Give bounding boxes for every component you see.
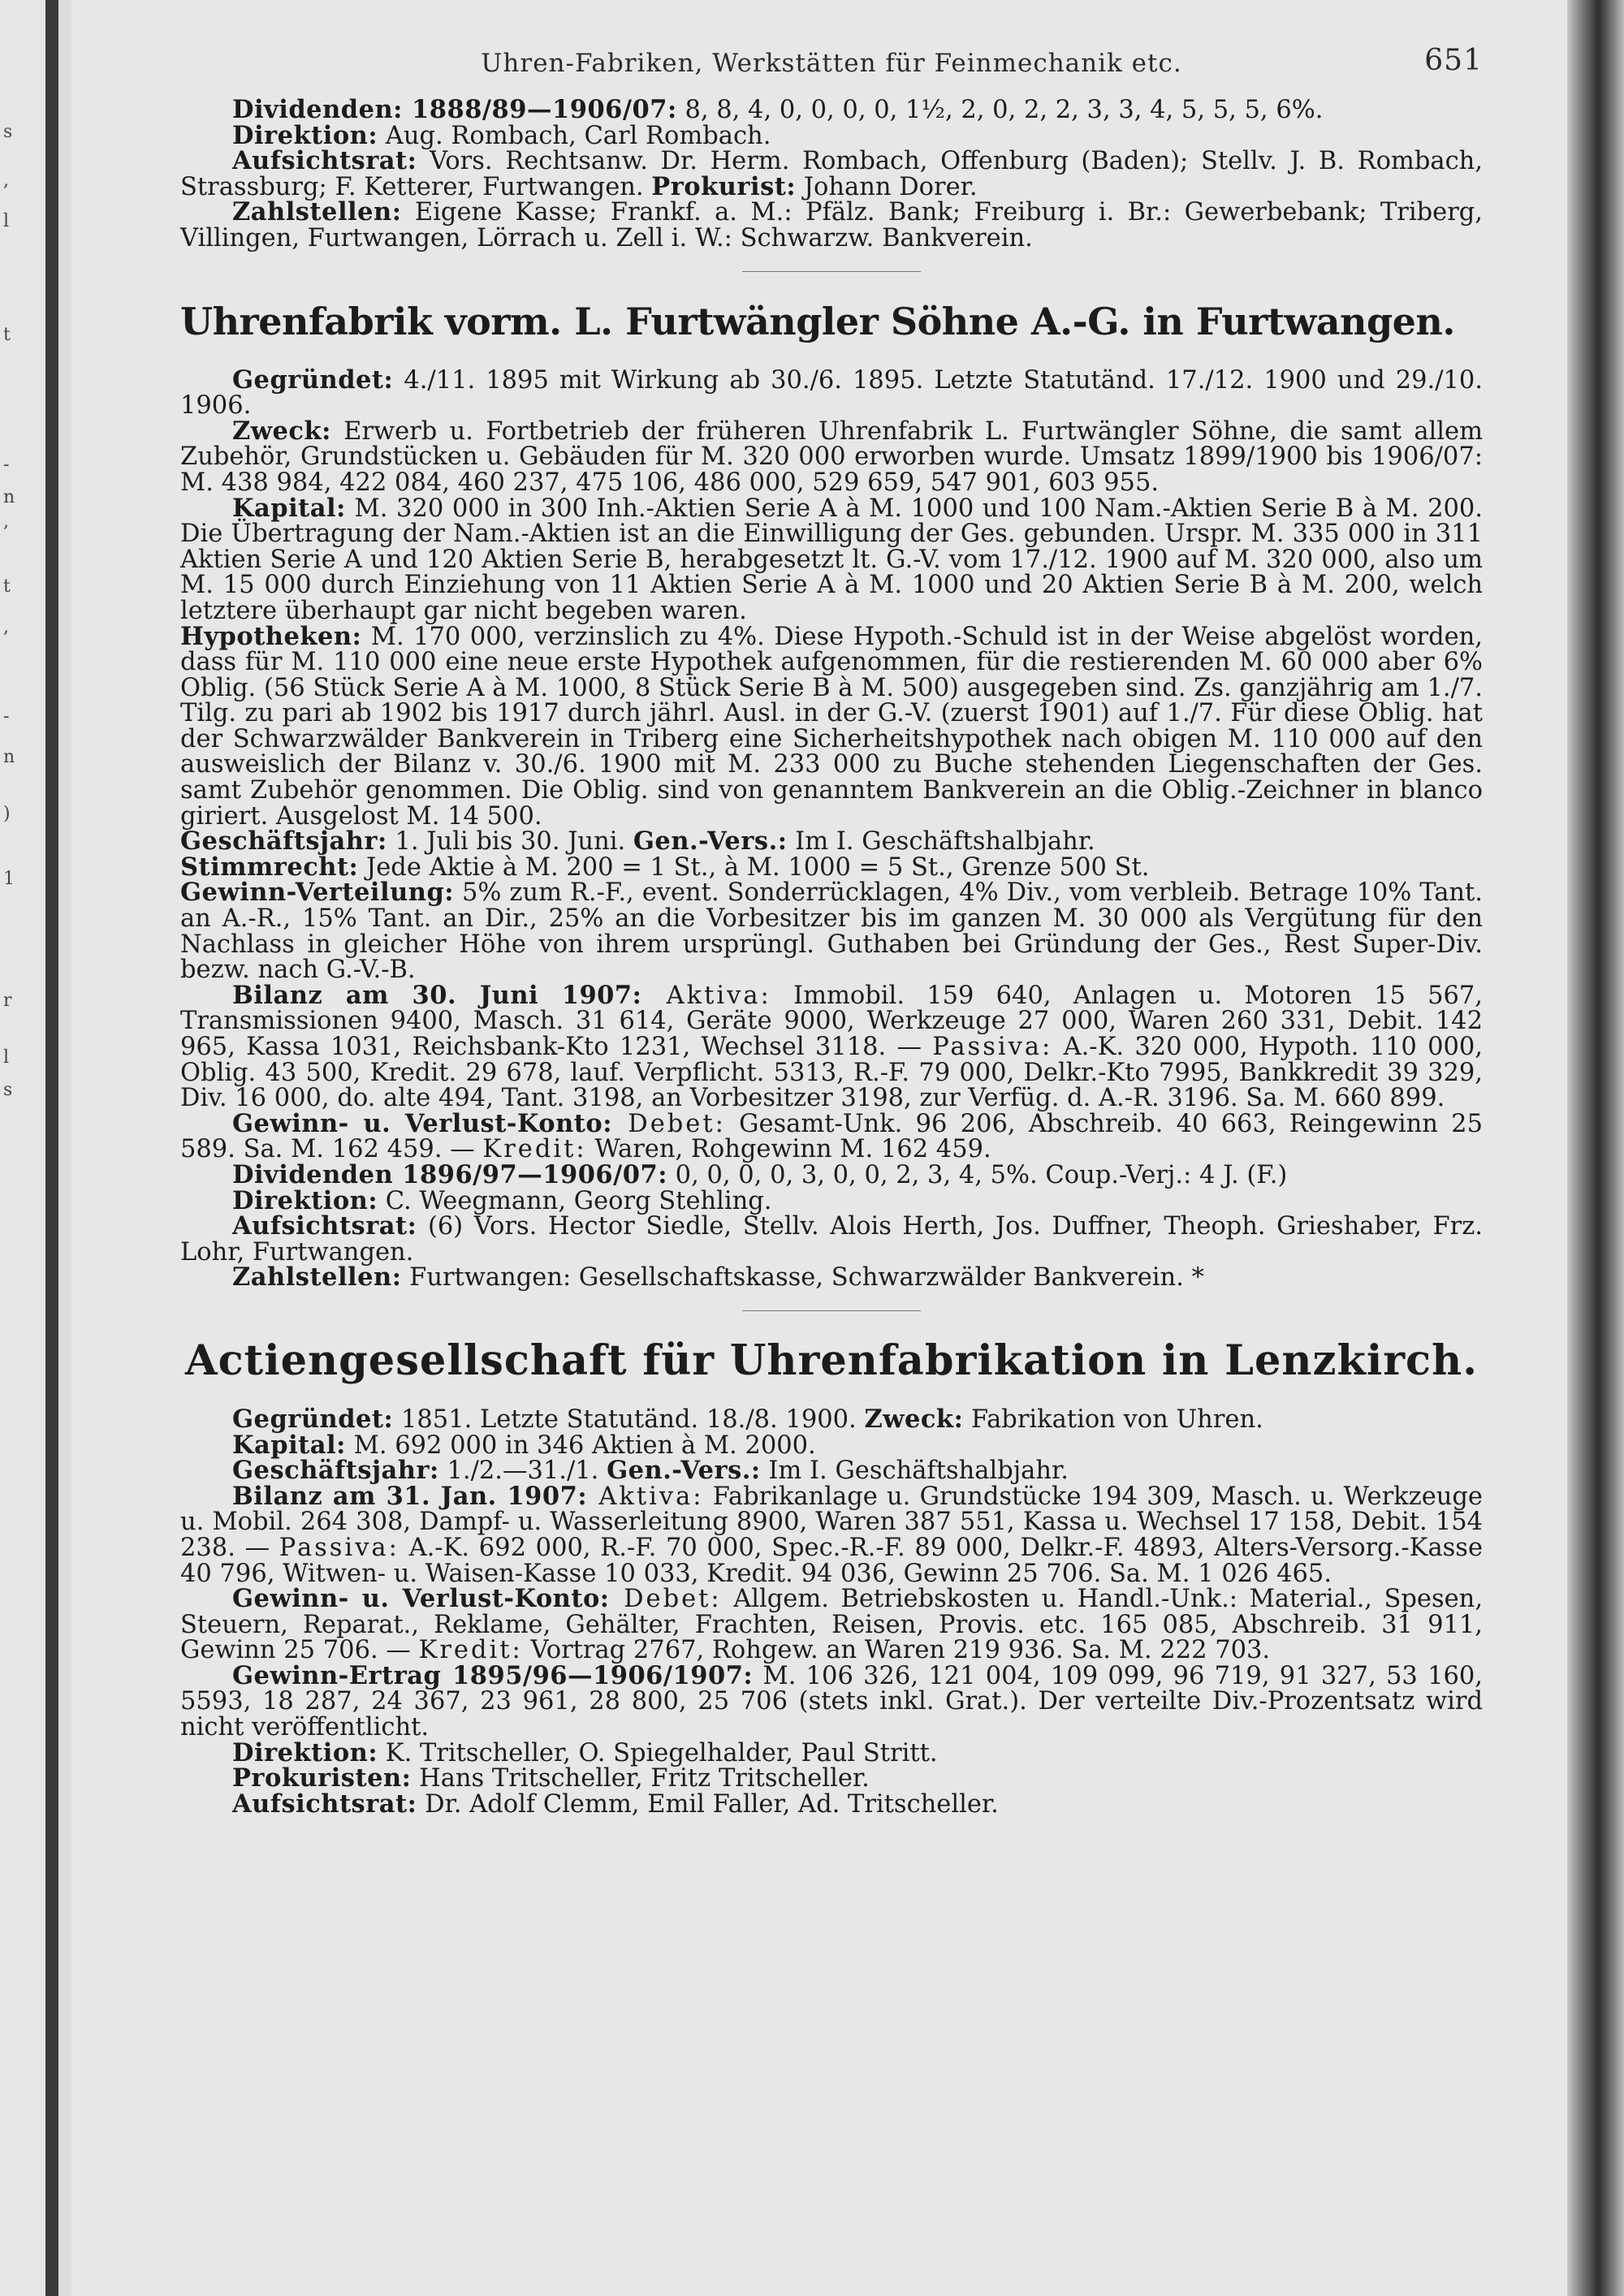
- margin-fragment: 1: [3, 869, 15, 889]
- field-sublabel: Passiva:: [279, 1533, 400, 1562]
- field-text: Fabrikation von Uhren.: [963, 1405, 1263, 1434]
- field-text: M. 320 000 in 300 Inh.-Aktien Serie A à M. 1000 und 100 Nam.-Aktien Serie B à M. 200. Die Übertragung der Nam.-Aktien ist an die Einwilligung der Ges. gebunden. Urspr. M. 335 000 in 311 Aktien Serie A und 120 Aktien Serie B, herabgesetzt lt. G.-V. vom 17./12. 1900 auf M. 320 000, also um M. 15 000 durch Einziehung von 11 Aktien Serie A à M. 1000 und 20 Aktien Serie B à M. 200, welch letztere überhaupt gar nicht begeben waren.: [180, 494, 1483, 625]
- field-text: Allgem. Betriebskosten u. Handl.-Unk.: Material., Spesen, Steuern, Reparat., Reklame, Gehälter, Frachten, Reisen, Provis. etc. 165 085, Abschreib. 31 911, Gewinn 25 706. —: [180, 1585, 1484, 1665]
- entry-aufsichtsrat: [180, 1789, 1483, 1819]
- field-text: Im I. Geschäftshalbjahr.: [787, 827, 1095, 857]
- field-label: Dividenden 1896/97—1906/07:: [232, 1159, 667, 1189]
- entry-gewinn-verteilung: [180, 878, 1483, 985]
- running-head: [180, 44, 1483, 97]
- entry-gegruendet: [180, 365, 1483, 421]
- entry-direktion: [180, 1737, 1483, 1767]
- field-label: Aufsichtsrat:: [232, 1211, 417, 1241]
- field-text: Waren, Rohgewinn M. 162 459.: [586, 1135, 991, 1164]
- margin-fragment: s: [3, 122, 13, 142]
- field-label: Prokuristen:: [232, 1763, 412, 1793]
- field-label: Direktion:: [232, 120, 378, 150]
- entry-direktion: [180, 1185, 1483, 1215]
- field-text: Im I. Geschäftshalbjahr.: [760, 1457, 1069, 1486]
- field-label: Geschäftsjahr:: [232, 1456, 439, 1486]
- field-text: Hans Tritscheller, Fritz Tritscheller.: [411, 1764, 870, 1793]
- entry-bilanz: [180, 980, 1484, 1113]
- field-text: Jede Aktie à M. 200 = 1 St., à M. 1000 = 5 St., Grenze 500 St.: [358, 852, 1150, 882]
- book-binding-shadow: [1567, 0, 1624, 2296]
- field-text: 1./2.—31./1.: [438, 1457, 607, 1486]
- margin-fragment: ,: [3, 511, 9, 532]
- margin-fragment: l: [3, 211, 10, 231]
- field-text: M. 692 000 in 346 Aktien à M. 2000.: [345, 1431, 816, 1460]
- page-content: [180, 44, 1484, 1819]
- entry-dividenden: [180, 1159, 1483, 1189]
- field-label: Stimmrecht:: [180, 852, 359, 882]
- company-title: Uhrenfabrik vorm. L. Furtwängler Söhne A.-G. in Furtwangen.: [180, 299, 1455, 343]
- field-label: Gen.-Vers.:: [607, 1456, 761, 1486]
- field-label: Direktion:: [232, 1737, 378, 1767]
- margin-fragment: s: [3, 1080, 13, 1100]
- section-divider: [742, 271, 921, 272]
- field-text: 5% zum R.-F., event. Sonderrücklagen, 4% Div., vom verbleib. Betrage 10% Tant. an A.-R., 15% Tant. an Dir., 25% an die Vorbesitzer bis im ganzen M. 30 000 als Vergütung für den Nachlass in gleicher Höhe von ihrem ursprüngl. Guthaben bei Gründung der Ges., Rest Super-Div. bezw. nach G.-V.-B.: [180, 878, 1483, 985]
- entry-geschaeftsjahr: [180, 1458, 1483, 1484]
- field-text: Vors. Rechtsanw. Dr. Herm. Rombach, Offenburg (Baden); Stellv. J. B. Rombach, Strassburg; F. Ketterer, Furtwangen.: [180, 147, 1483, 201]
- entry-gewinn-verlust: [180, 1108, 1483, 1164]
- margin-fragment: t: [3, 576, 11, 597]
- entry-bilanz: [180, 1481, 1483, 1588]
- field-label: Hypotheken:: [180, 621, 362, 651]
- entry-hypotheken: [180, 621, 1483, 831]
- field-label: Gegründet:: [232, 365, 394, 395]
- field-label: Gewinn- u. Verlust-Konto:: [232, 1108, 612, 1138]
- field-text: 8, 8, 4, 0, 0, 0, 0, 1½, 2, 0, 2, 2, 3, 3, 4, 5, 5, 5, 6%.: [676, 96, 1324, 124]
- field-label: Zweck:: [864, 1404, 964, 1434]
- field-text: Furtwangen: Gesellschaftskasse, Schwarzwälder Bankverein. *: [401, 1263, 1204, 1293]
- company-entry-continued: [180, 97, 1483, 252]
- section-divider: [742, 1310, 921, 1311]
- book-page: [71, 0, 1567, 2296]
- field-text: Dr. Adolf Clemm, Emil Faller, Ad. Tritscheller.: [417, 1789, 999, 1819]
- margin-fragment: t: [3, 325, 11, 345]
- entry-gegruendet: [180, 1404, 1483, 1434]
- field-label: Kapital:: [232, 493, 346, 523]
- field-label: Gewinn- u. Verlust-Konto:: [232, 1584, 610, 1614]
- left-page-edge: [0, 0, 58, 2296]
- margin-fragment: l: [3, 1047, 10, 1068]
- field-sublabel: Passiva:: [932, 1033, 1053, 1061]
- field-label: Bilanz am 30. Juni 1907:: [232, 980, 642, 1010]
- field-text: Fabrikanlage u. Grundstücke 194 309, Masch. u. Werkzeuge u. Mobil. 264 308, Dampf- u. Wasserleitung 8900, Waren 387 551, Kassa u. Wechsel 17 158, Debit. 154 238. —: [180, 1482, 1483, 1562]
- field-sublabel: Debet:: [612, 1109, 726, 1138]
- field-text: 0, 0, 0, 0, 3, 0, 0, 2, 3, 4, 5%. Coup.-Verj.: 4 J. (F.): [667, 1160, 1288, 1189]
- field-text: A.-K. 692 000, R.-F. 70 000, Spec.-R.-F. 89 000, Delkr.-F. 4893, Alters-Versorg.-Kasse 40 796, Witwen- u. Waisen-Kasse 10 033, Kredit. 94 036, Gewinn 25 706. Sa. M. 1 026 465.: [180, 1533, 1483, 1588]
- entry-zweck: [180, 416, 1483, 497]
- entry-gewinn-ertrag: [180, 1660, 1483, 1742]
- field-text: Gesamt-Unk. 96 206, Abschreib. 40 663, Reingewinn 25 589. Sa. M. 162 459. —: [180, 1109, 1483, 1164]
- page-number: 651: [1424, 44, 1483, 77]
- margin-fragment: n: [3, 487, 15, 507]
- entry-geschaeftsjahr: [180, 826, 1483, 857]
- entry-dividenden: [180, 97, 1483, 123]
- entry-kapital: [180, 1430, 1483, 1460]
- field-text: 1. Juli bis 30. Juni.: [387, 827, 633, 857]
- field-text: Immobil. 159 640, Anlagen u. Motoren 15 567, Transmissionen 9400, Masch. 31 614, Geräte 9000, Werkzeuge 27 000, Waren 260 331, Debit. 142 965, Kassa 1031, Reichsbank-Kto 1231, Wechsel 3118. —: [180, 981, 1484, 1061]
- field-label: Geschäftsjahr:: [180, 826, 387, 857]
- company-title: Actiengesellschaft für Uhrenfabrikation in Lenzkirch.: [185, 1336, 1478, 1385]
- margin-fragment: -: [3, 706, 10, 727]
- field-label: Dividenden: 1888/89—1906/07:: [232, 95, 677, 124]
- entry-aufsichtsrat: [180, 146, 1483, 201]
- field-label: Aufsichtsrat:: [232, 146, 417, 176]
- margin-fragment: -: [3, 455, 10, 475]
- field-text: Aug. Rombach, Carl Rombach.: [378, 121, 771, 150]
- field-text: M. 170 000, verzinslich zu 4%. Diese Hypoth.-Schuld ist in der Weise abgelöst worden, dass für M. 110 000 eine neue erste Hypothek aufgenommen, für die restierenden M. 60 000 aber 6% Oblig. (56 Stück Serie A à M. 1000, 8 Stück Serie B à M. 500) ausgegeben sind. Zs. ganzjährig am 1./7. Tilg. zu pari ab 1902 bis 1917 durch jährl. Ausl. in der G.-V. (zuerst 1901) auf 1./7. Für diese Oblig. hat der Schwarzwälder Bankverein in Triberg eine Sicherheitshypothek nach obigen M. 110 000 auf den ausweislich der Bilanz v. 30./6. 1900 mit M. 233 000 zu Buche stehenden Liegenschaften der Ges. samt Zubehör genommen. Die Oblig. sind von genanntem Bankverein an die Oblig.-Zeichner in blanco giriert. Ausgelost M. 14 500.: [180, 622, 1483, 831]
- margin-fragment: n: [3, 747, 15, 767]
- field-label: Gewinn-Verteilung:: [180, 878, 455, 908]
- field-label: Direktion:: [232, 1185, 378, 1215]
- field-text: (6) Vors. Hector Siedle, Stellv. Alois Herth, Jos. Duffner, Theoph. Grieshaber, Frz. Lohr, Furtwangen.: [180, 1212, 1483, 1267]
- field-text: A.-K. 320 000, Hypoth. 110 000, Oblig. 43 500, Kredit. 29 678, lauf. Verpflicht. 5313, R.-F. 79 000, Delkr.-Kto 7995, Bankkredit 39 329, Div. 16 000, do. alte 494, Tant. 3198, an Vorbesitzer 3198, zur Verfüg. d. A.-R. 3196. Sa. M. 660 899.: [180, 1033, 1483, 1113]
- field-text: C. Weegmann, Georg Stehling.: [378, 1186, 772, 1215]
- field-text: M. 106 326, 121 004, 109 099, 96 719, 91 327, 53 160, 5593, 18 287, 24 367, 23 961, 28 800, 25 706 (stets inkl. Grat.). Der verteilte Div.-Prozentsatz wird nicht veröffentlicht.: [180, 1661, 1483, 1742]
- entry-stimmrecht: [180, 852, 1483, 882]
- field-text: 4./11. 1895 mit Wirkung ab 30./6. 1895. Letzte Statutänd. 17./12. 1900 und 29./10. 1906.: [180, 365, 1483, 421]
- field-label: Zweck:: [232, 416, 331, 446]
- entry-aufsichtsrat: [180, 1211, 1483, 1267]
- entry-gewinn-verlust: [180, 1586, 1483, 1664]
- entry-zahlstellen: [180, 1262, 1483, 1293]
- field-sublabel: Aktiva:: [641, 981, 771, 1010]
- entry-zahlstellen: [180, 197, 1483, 252]
- company-entry-lenzkirch: [180, 1332, 1483, 1818]
- margin-fragment: ,: [3, 170, 9, 191]
- page-gutter-shadow: [45, 0, 58, 2296]
- field-label: Aufsichtsrat:: [232, 1789, 417, 1819]
- field-text: Eigene Kasse; Frankf. a. M.: Pfälz. Bank; Freiburg i. Br.: Gewerbebank; Triberg, Villingen, Furtwangen, Lörrach u. Zell i. W.: Schwarzw. Bankverein.: [180, 198, 1483, 252]
- field-label: Zahlstellen:: [232, 197, 402, 227]
- field-label: Prokurist:: [651, 171, 797, 201]
- margin-fragment: r: [3, 990, 12, 1011]
- entry-prokuristen: [180, 1763, 1483, 1793]
- field-text: Erwerb u. Fortbetrieb der früheren Uhrenfabrik L. Furtwängler Söhne, die samt allem Zubehör, Grundstücken u. Gebäuden für M. 320 000 erworben wurde. Umsatz 1899/1900 bis 1906/07: M. 438 984, 422 084, 460 237, 475 106, 486 000, 529 659, 547 901, 603 955.: [180, 416, 1483, 497]
- field-text: Johann Dorer.: [796, 172, 978, 201]
- field-text: K. Tritscheller, O. Spiegelhalder, Paul Stritt.: [378, 1738, 938, 1767]
- entry-direktion: [180, 120, 1483, 150]
- field-label: Gegründet:: [232, 1404, 394, 1434]
- entry-kapital: [180, 493, 1483, 625]
- margin-fragment: ): [3, 804, 11, 824]
- field-sublabel: Kredit:: [482, 1135, 587, 1164]
- field-sublabel: Debet:: [609, 1585, 722, 1614]
- field-label: Zahlstellen:: [232, 1262, 402, 1293]
- margin-fragment: ,: [3, 617, 9, 637]
- field-text: Vortrag 2767, Rohgew. an Waren 219 936. Sa. M. 222 703.: [522, 1636, 1271, 1665]
- field-sublabel: Kredit:: [418, 1636, 523, 1665]
- field-label: Gewinn-Ertrag 1895/96—1906/1907:: [232, 1660, 754, 1690]
- field-label: Bilanz am 31. Jan. 1907:: [232, 1481, 588, 1511]
- company-entry-furtwaengler: [180, 293, 1483, 1291]
- field-text: 1851. Letzte Statutänd. 18./8. 1900.: [393, 1405, 865, 1434]
- field-sublabel: Aktiva:: [587, 1482, 704, 1511]
- field-label: Gen.-Vers.:: [633, 826, 788, 857]
- field-label: Kapital:: [232, 1430, 346, 1460]
- running-head-title: Uhren-Fabriken, Werkstätten für Feinmechanik etc.: [481, 49, 1182, 78]
